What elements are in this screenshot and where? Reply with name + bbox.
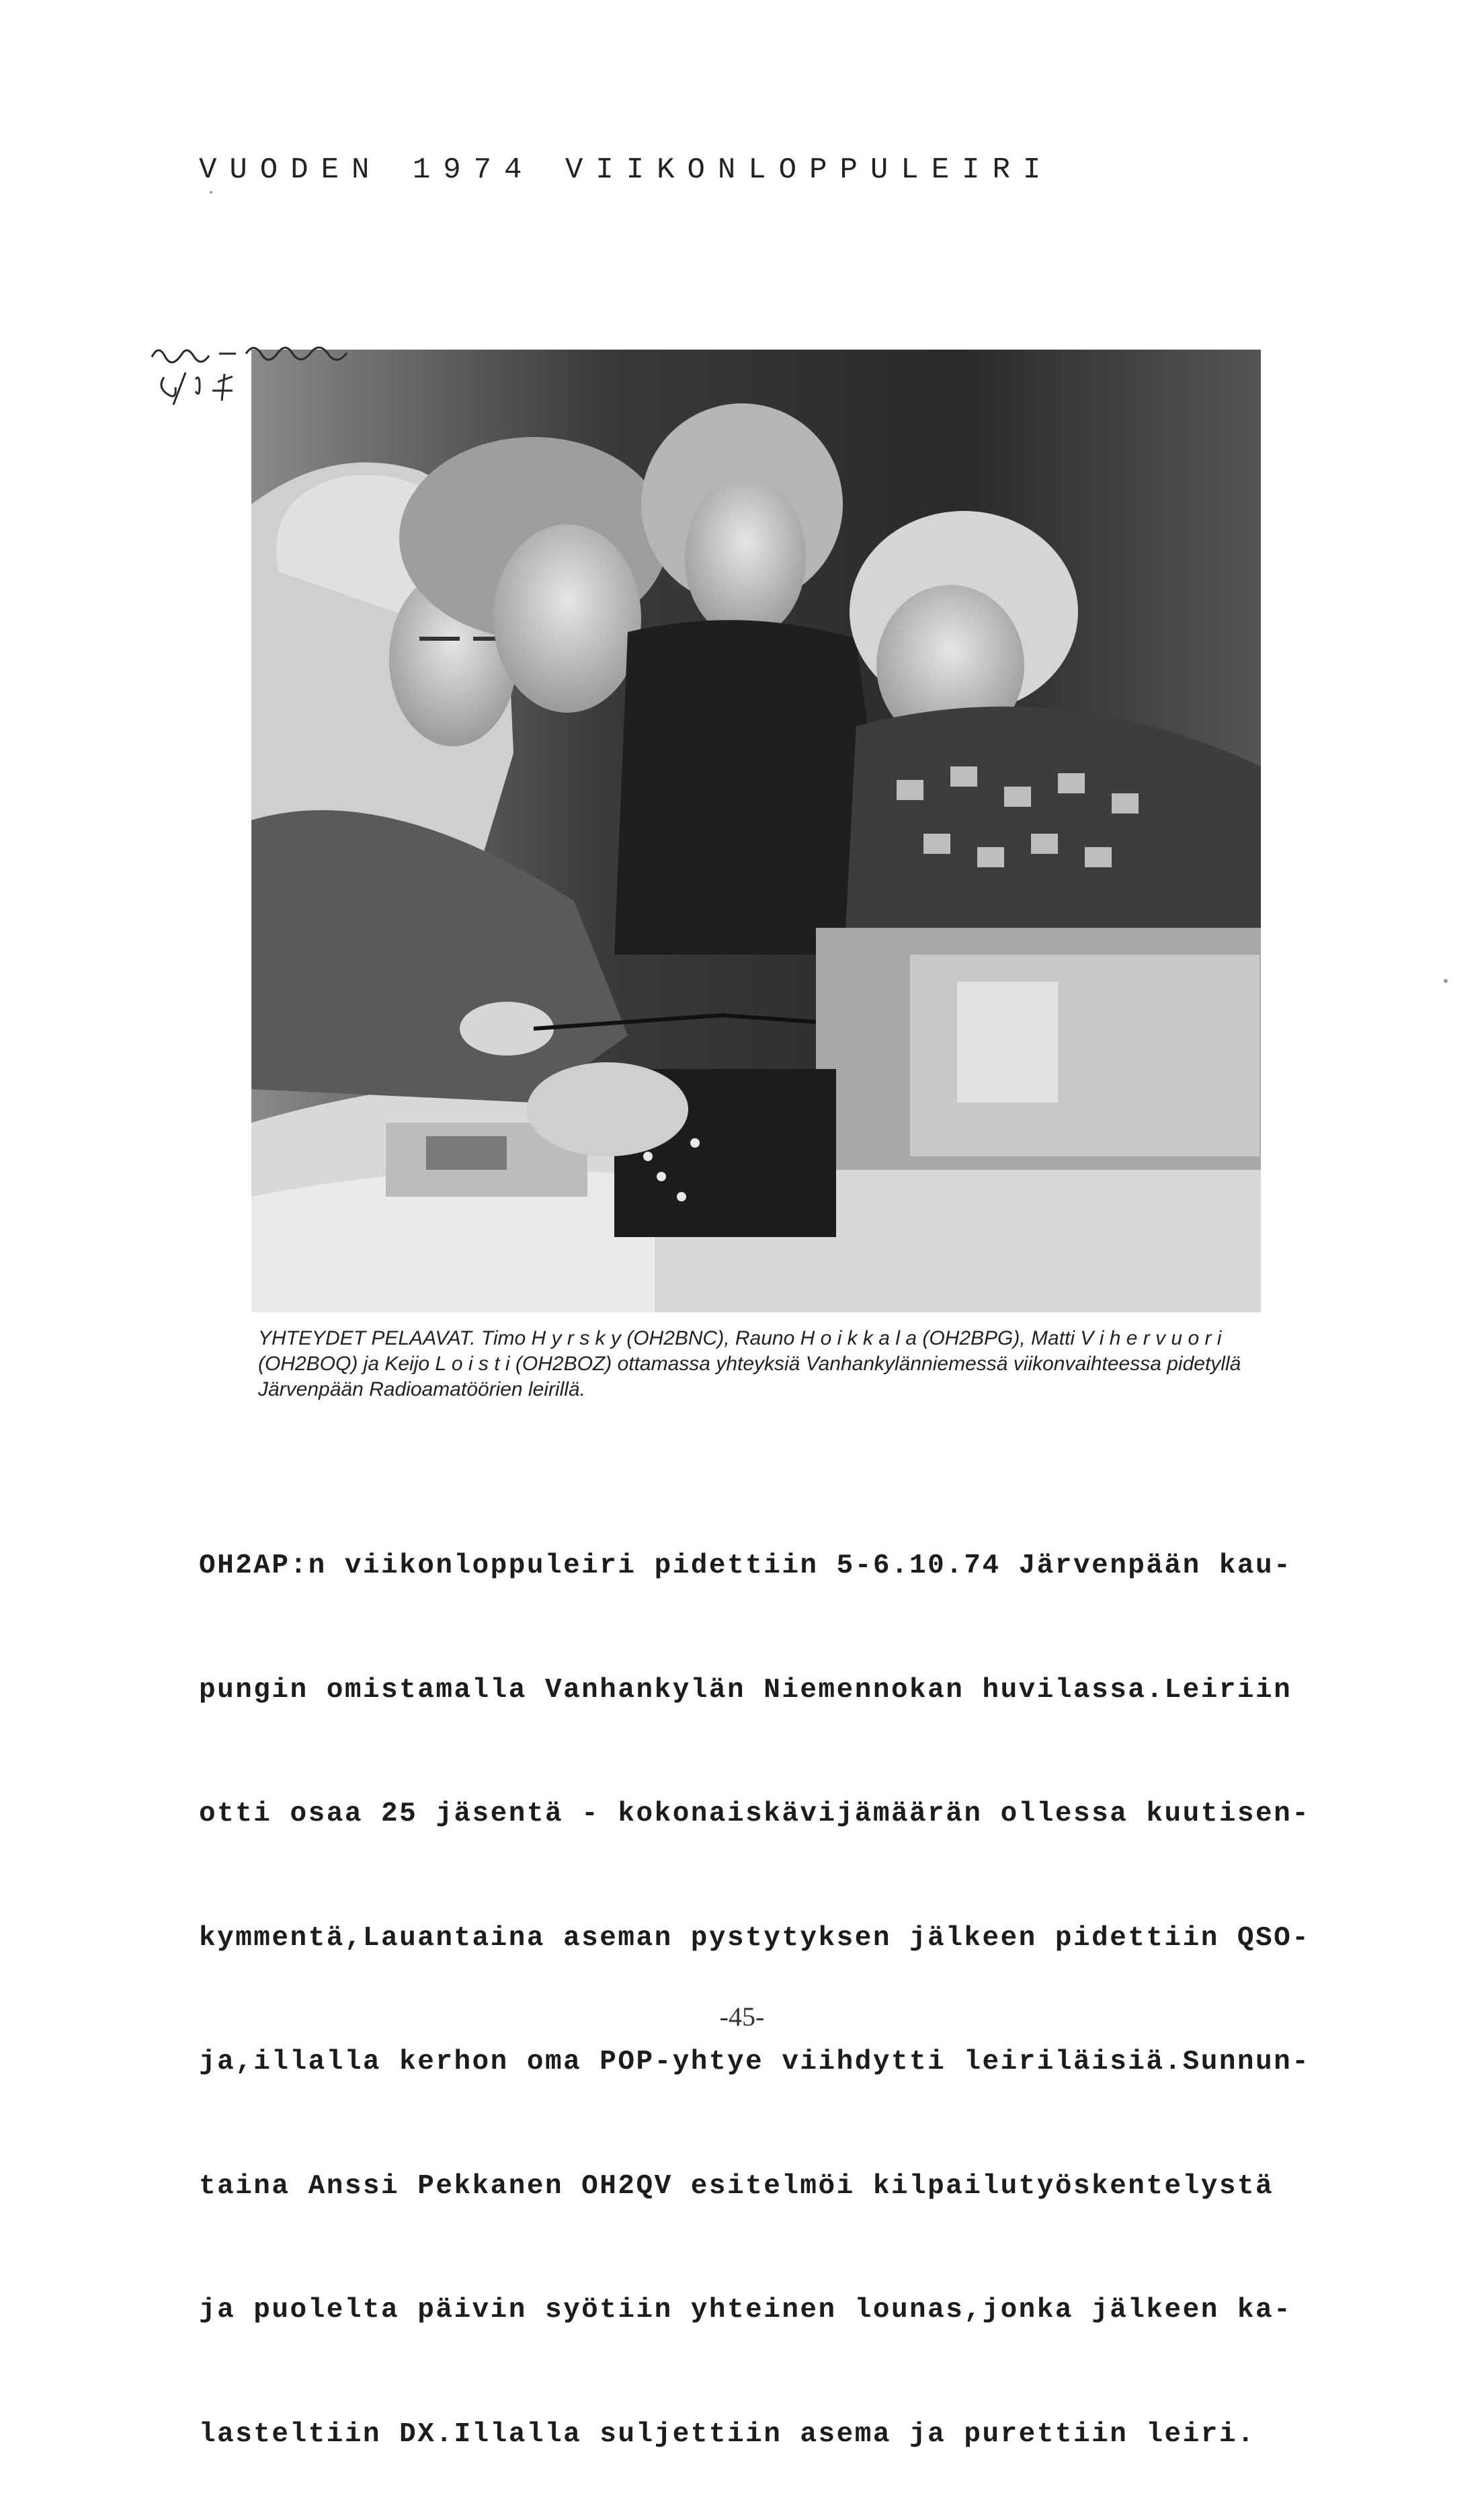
- newspaper-photo: [251, 350, 1261, 1312]
- body-line: OH2AP:n viikonloppuleiri pidettiin 5-6.10.74 Järvenpään kau-: [199, 1550, 1292, 1581]
- body-line: kymmentä,Lauantaina aseman pystytyksen jälkeen pidettiin QSO-: [199, 1922, 1311, 1954]
- paper-speck: [1444, 979, 1448, 983]
- paper-speck: [210, 191, 212, 194]
- body-line: ja puolelta päivin syötiin yhteinen lounas,jonka jälkeen ka-: [199, 2295, 1292, 2326]
- photo-caption: YHTEYDET PELAAVAT. Timo H y r s k y (OH2BNC), Rauno H o i k k a l a (OH2BPG), Matti V i h e r v u o r i (OH2BOQ) ja Keijo L o i s t i (OH2BOZ) ottamassa yhteyksiä Vanhankylänniemessä viikonvaihteessa pidetyllä Järvenpään Radioamatöörien leirillä.: [258, 1327, 1241, 1400]
- body-line: lasteltiin DX.Illalla suljettiin asema ja purettiin leiri.: [199, 2418, 1256, 2450]
- page-title: VUODEN 1974 VIIKONLOPPULEIRI: [199, 153, 1054, 187]
- body-line: taina Anssi Pekkanen OH2QV esitelmöi kilpailutyöskentelystä: [199, 2170, 1274, 2202]
- page-number: -45-: [719, 2001, 765, 2032]
- body-line: pungin omistamalla Vanhankylän Niemennokan huvilassa.Leiriin: [199, 1674, 1292, 1706]
- body-line: ja,illalla kerhon oma POP-yhtye viihdytti leiriläisiä.Sunnun-: [199, 2047, 1311, 2077]
- handwritten-note: [145, 333, 468, 407]
- body-line: otti osaa 25 jäsentä - kokonaiskävijämäärän ollessa kuutisen-: [199, 1798, 1311, 1829]
- article-body: [199, 1463, 1311, 2497]
